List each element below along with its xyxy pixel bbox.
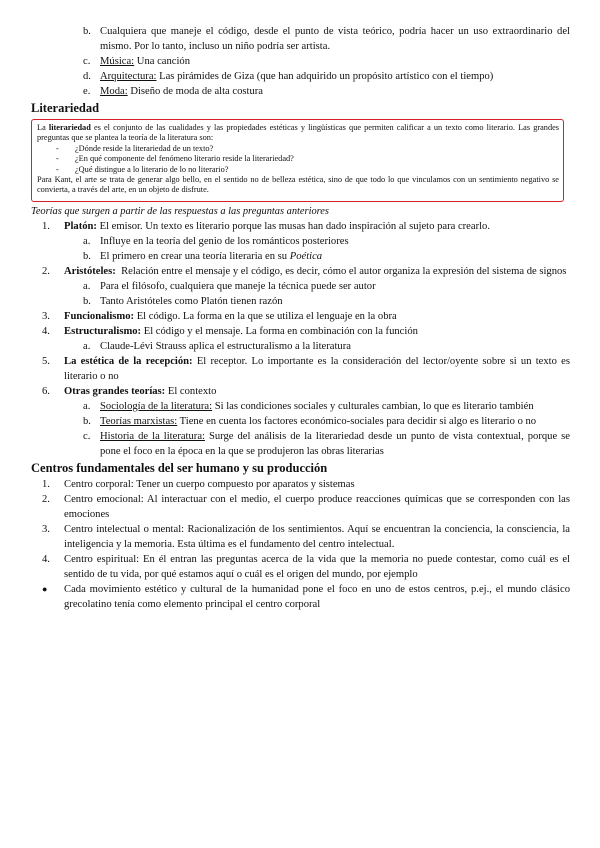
section-heading-centros: Centros fundamentales del ser humano y su producción [31, 460, 328, 475]
work-title: Poética [289, 250, 323, 262]
list-marker: a. [83, 340, 91, 352]
list-item [83, 24, 570, 54]
subitem-text: Si las condiciones sociales y culturales cambian, lo que es literario también [212, 400, 534, 412]
list-number: 3. [42, 310, 50, 322]
subitem-text: Tiene en cuenta los factores económico-sociales para decidir si algo es literario o no [177, 415, 537, 427]
definition-prefix: La [37, 123, 49, 132]
subitem-text: Influye en la teoría del genio de los románticos posteriores [100, 235, 349, 247]
theory-name: La estética de la recepción: [64, 355, 193, 367]
list-number: 1. [42, 478, 50, 490]
theory-text: El receptor. Lo importante es la consideración del lector/oyente sobre si un texto es literario o no [64, 355, 570, 382]
list-number: 3. [42, 523, 50, 535]
centro-text: Centro espiritual: En él entran las preguntas acerca de la vida que la memoria no puede contestar, como cuál es el sentido de tu vida, por qué estamos aquí o cuál es el origen del mundo, por ejemplo [64, 553, 570, 580]
theory-subitem [83, 339, 570, 354]
theory-subitem [83, 234, 570, 249]
list-item [83, 69, 570, 84]
theory-text: El contexto [165, 385, 217, 397]
centro-item [42, 477, 570, 492]
question-text: ¿Qué distingue a lo literario de lo no literario? [75, 164, 229, 174]
list-marker: a. [83, 400, 91, 412]
dash-bullet: - [56, 143, 59, 153]
definition-box [31, 119, 564, 202]
centro-text: Centro emocional: Al interactuar con el medio, el cuerpo produce reacciones químicas que se corresponden con las emociones [64, 493, 570, 520]
subitem-text: Claude-Lévi Strauss aplica el estructuralismo a la literatura [100, 340, 351, 352]
question-text: ¿En qué componente del fenómeno literario reside la literariedad? [75, 154, 294, 164]
list-number: 6. [42, 385, 50, 397]
centro-item [42, 552, 570, 582]
list-text: Las pirámides de Giza (que han adquirido un propósito artístico con el tiempo) [156, 71, 494, 82]
theory-name: Aristóteles: [64, 265, 116, 277]
subitem-text: Para el filósofo, cualquiera que maneje la técnica puede ser autor [100, 280, 376, 292]
theory-text: El código y el mensaje. La forma en combinación con la función [141, 325, 418, 337]
subitem-label: Teorías marxistas: [100, 415, 178, 427]
theory-subitem [83, 399, 570, 414]
theory-subitem [83, 294, 570, 309]
list-number: 1. [42, 220, 50, 232]
theory-subitem [83, 279, 570, 294]
list-number: 2. [42, 493, 50, 505]
theory-item [42, 324, 570, 339]
subitem-text: Tanto Aristóteles como Platón tienen razón [100, 295, 283, 307]
kant-note: Para Kant, el arte se trata de generar algo bello, en el sentido no de belleza estética, sino de que todo lo que vinculamos con un sentimiento negativo se convierta, a través del arte, en un objeto de disfrute. [37, 175, 559, 195]
dash-bullet: - [56, 154, 59, 164]
dash-bullet: - [56, 164, 59, 174]
theory-item [42, 219, 570, 234]
section-heading-literariedad: Literariedad [31, 101, 100, 115]
list-marker: a. [83, 235, 91, 247]
theory-name: Platón: [64, 220, 97, 232]
list-marker: b. [83, 295, 91, 307]
question-item [37, 144, 559, 154]
list-label: Música: [100, 56, 135, 67]
theory-name: Otras grandes teorías: [64, 385, 166, 397]
question-text: ¿Dónde reside la literariedad de un texto? [75, 143, 214, 153]
subitem-text: Surge del análisis de la literariedad desde un punto de vista contextual, porque se pone el foco en la época en la que se produjeron las obras literarias [100, 430, 570, 457]
bullet-icon: ● [42, 583, 48, 594]
list-marker: c. [83, 430, 91, 442]
theories-subheading: Teorías que surgen a partir de las respuestas a las preguntas anteriores [31, 205, 329, 217]
theory-text: Relación entre el mensaje y el código, es decir, cómo el autor organiza la expresión del sistema de signos [115, 265, 567, 277]
theory-item [42, 384, 570, 399]
definition-term: literariedad [48, 123, 91, 132]
list-text: Diseño de moda de alta costura [127, 86, 263, 97]
list-text: Cualquiera que maneje el código, desde el punto de vista teórico, podría hacer un uso extraordinario del mismo. Por lo tanto, incluso un niño podría ser artista. [100, 26, 570, 52]
theory-item [42, 354, 570, 384]
list-marker: e. [83, 86, 91, 97]
theory-name: Estructuralismo: [64, 325, 142, 337]
question-item [37, 154, 559, 164]
list-item [83, 54, 570, 69]
theory-item [42, 309, 570, 324]
subitem-text: El primero en crear una teoría literaria en su [100, 250, 290, 262]
list-marker: d. [83, 71, 91, 82]
list-marker: b. [83, 26, 91, 37]
theory-subitem [83, 249, 570, 264]
list-number: 5. [42, 355, 50, 367]
definition-body: es el conjunto de las cualidades y las propiedades estéticas y lingüísticas que permiten calificar a un texto como literario. Las grandes preguntas que se plantea la teoría de la literatura son: [37, 123, 559, 143]
list-label: Moda: [100, 86, 128, 97]
centro-bullet-item [42, 582, 570, 612]
list-item [83, 84, 570, 99]
theory-item [42, 264, 570, 279]
list-number: 4. [42, 553, 50, 565]
centro-text: Centro corporal: Tener un cuerpo compuesto por aparatos y sistemas [64, 478, 355, 490]
list-marker: b. [83, 250, 91, 262]
theory-subitem [83, 429, 570, 459]
centro-item [42, 492, 570, 522]
list-marker: b. [83, 415, 91, 427]
document-page [0, 24, 600, 612]
list-number: 4. [42, 325, 50, 337]
centro-text: Cada movimiento estético y cultural de la humanidad pone el foco en uno de estos centros, p.ej., el mundo clásico grecolatino tenía como elemento principal el centro corporal [64, 583, 570, 610]
list-label: Arquitectura: [100, 71, 157, 82]
list-marker: a. [83, 280, 91, 292]
list-text: Una canción [134, 56, 191, 67]
list-marker: c. [83, 56, 91, 67]
list-number: 2. [42, 265, 50, 277]
centro-item [42, 522, 570, 552]
subitem-label: Historia de la literatura: [100, 430, 205, 442]
theory-subitem [83, 414, 570, 429]
subitem-label: Sociología de la literatura: [100, 400, 213, 412]
theory-text: El emisor. Un texto es literario porque las musas han dado inspiración al sujeto para crearlo. [96, 220, 490, 232]
definition-text [37, 123, 559, 144]
theory-text: El código. La forma en la que se utiliza el lenguaje en la obra [134, 310, 397, 322]
question-item [37, 165, 559, 175]
centro-text: Centro intelectual o mental: Racionalización de los sentimientos. Aquí se encuentran la conciencia, la consciencia, la inteligencia y la memoria. Esta última es el fundamento del centro intelectual. [64, 523, 570, 550]
theory-name: Funcionalismo: [64, 310, 135, 322]
